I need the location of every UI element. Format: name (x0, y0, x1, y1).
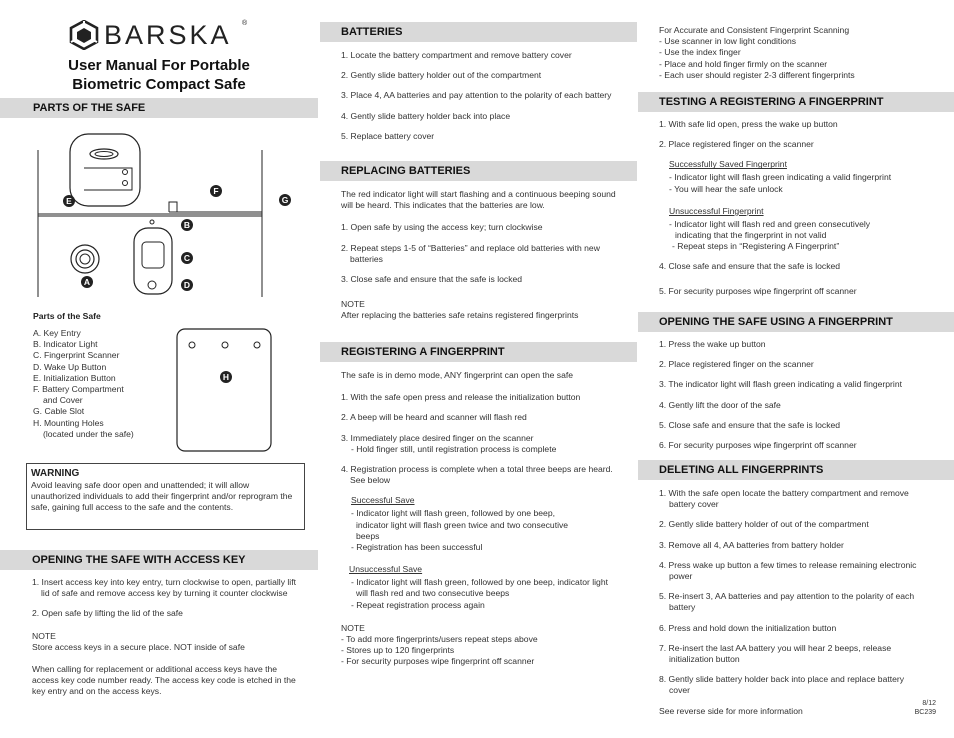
safe-bottom-icon (176, 328, 272, 452)
deleting-step: 7. Re-insert the last AA battery you will hear 2 beeps, release initialization button (659, 642, 892, 665)
testing-fail-item: indicating that the fingerprint in not valid (675, 230, 827, 241)
opening-fp-step: 2. Place registered finger on the scanner (659, 359, 814, 370)
title-line-2: Biometric Compact Safe (72, 76, 246, 93)
safe-drawing-icon (36, 132, 298, 302)
deleting-step: 3. Remove all 4, AA batteries from battery holder (659, 539, 844, 550)
replacing-intro: The red indicator light will start flashing and a continuous beeping sound will be heard. This indicates that the batteries are low. (341, 189, 616, 211)
parts-item: D. Wake Up Button (33, 361, 107, 372)
label-d: D (181, 279, 193, 291)
bottom-view-diagram (176, 328, 272, 452)
deleting-step: 1. With the safe open locate the battery compartment and remove battery cover (659, 488, 909, 510)
label-b: B (181, 219, 193, 231)
warning-text: Avoid leaving safe door open and unattended; it will allow unauthorized individuals to add their fingerprint and/or reprogram the safe, gaining full access to the safe and the contents. (31, 480, 293, 513)
parts-item: H. Mounting Holes (33, 417, 104, 428)
batteries-steps (341, 50, 631, 142)
safe-diagram (36, 132, 298, 302)
label-g: G (279, 194, 291, 206)
testing-heading: TESTING A REGISTERING A FINGERPRINT (638, 92, 954, 112)
doc-date: 8/12 (922, 700, 936, 707)
parts-item: A. Key Entry (33, 328, 81, 338)
testing-step: 2. Place registered finger on the scanner (659, 139, 814, 150)
testing-step: 5. For security purposes wipe fingerprint off scanner (659, 285, 857, 296)
registering-fail-item: - Indicator light will flash green, followed by one beep, indicator light will flash red and two consecutive beeps (351, 577, 609, 599)
warning-title: WARNING (31, 468, 80, 479)
registering-success-item: - Registration has been successful (351, 542, 483, 553)
label-a: A (81, 276, 93, 288)
parts-item: G. Cable Slot (33, 406, 85, 417)
testing-body (659, 119, 951, 297)
deleting-body (659, 488, 934, 697)
testing-success-title: Successfully Saved Fingerprint (669, 159, 787, 170)
parts-list (33, 328, 173, 440)
replacing-note-label: NOTE (341, 299, 365, 310)
doc-number: BC239 (914, 709, 936, 716)
testing-step: 1. With safe lid open, press the wake up button (659, 119, 838, 129)
opening-fp-step: 3. The indicator light will flash green indicating a valid fingerprint (659, 379, 902, 390)
deleting-step: 2. Gently slide battery holder of out of the compartment (659, 519, 869, 530)
opening-fp-step: 1. Press the wake up button (659, 339, 766, 349)
registering-step: 1. With the safe open press and release the initialization button (341, 392, 581, 403)
trademark: ® (242, 20, 248, 27)
title-line-1: User Manual For Portable (68, 57, 250, 74)
registering-step: 4. Registration process is complete when a total three beeps are heard. See below (341, 464, 613, 486)
registering-intro: The safe is in demo mode, ANY fingerprint can open the safe (341, 370, 574, 380)
parts-item: (located under the safe) (43, 428, 134, 439)
parts-item: and Cover (43, 395, 83, 406)
parts-item: E. Initialization Button (33, 372, 116, 383)
batteries-heading: BATTERIES (320, 22, 637, 42)
registering-note-label: NOTE (341, 622, 365, 633)
brand-logo (68, 20, 248, 50)
registering-success-item: - Indicator light will flash green, followed by one beep, indicator light will flash green twice and two consecutive beeps (351, 508, 569, 541)
replacing-heading: REPLACING BATTERIES (320, 161, 637, 181)
tips-item: - Each user should register 2-3 different fingerprints (659, 69, 855, 80)
testing-fail-title: Unsuccessful Fingerprint (669, 205, 764, 216)
parts-item: C. Fingerprint Scanner (33, 350, 120, 361)
registering-step: - Hold finger still, until registration process is complete (351, 443, 557, 454)
batteries-step: 3. Place 4, AA batteries and pay attention to the polarity of each battery (341, 90, 612, 101)
replacing-note: After replacing the batteries safe retains registered fingerprints (341, 310, 579, 321)
batteries-step: 1. Locate the battery compartment and remove battery cover (341, 50, 572, 60)
testing-success-item: - You will hear the safe unlock (669, 183, 783, 194)
deleting-step: 5. Re-insert 3, AA batteries and pay attention to the polarity of each battery (659, 591, 915, 613)
registering-fail-item: - Repeat registration process again (351, 599, 485, 610)
opening-fp-step: 5. Close safe and ensure that the safe is locked (659, 419, 841, 430)
opening-fp-step: 6. For security purposes wipe fingerprint off scanner (659, 440, 857, 451)
page-title (0, 56, 318, 94)
parts-item: B. Indicator Light (33, 339, 98, 350)
access-step: 1. Insert access key into key entry, turn clockwise to open, partially lift lid of safe and remove access key by turning it counter clockwise (32, 577, 296, 599)
brand-name: BARSKA (104, 20, 232, 50)
registering-step: 3. Immediately place desired finger on the scanner (341, 432, 534, 443)
registering-heading: REGISTERING A FINGERPRINT (320, 342, 637, 362)
doc-code (906, 699, 936, 717)
label-f: F (210, 185, 222, 197)
tips-item: - Use scanner in low light conditions (659, 36, 797, 47)
parts-item: F. Battery Compartment (33, 384, 124, 395)
testing-fail-item: - Indicator light will flash red and green consecutively (669, 218, 871, 229)
batteries-step: 5. Replace battery cover (341, 130, 435, 141)
registering-step: 2. A beep will be heard and scanner will flash red (341, 412, 527, 423)
access-calling: When calling for replacement or additional access keys have the access key code number ready. The access key code is etched in the key entry and on the access keys. (32, 664, 296, 697)
deleting-heading: DELETING ALL FINGERPRINTS (638, 460, 954, 480)
deleting-step: 8. Gently slide battery holder back into place and replace battery cover (659, 674, 905, 696)
access-key-heading: OPENING THE SAFE WITH ACCESS KEY (0, 550, 318, 570)
access-key-body (32, 577, 298, 698)
testing-step: 4. Close safe and ensure that the safe is locked (659, 261, 841, 272)
batteries-step: 2. Gently slide battery holder out of the compartment (341, 70, 542, 81)
reverse-note: See reverse side for more information (659, 706, 803, 716)
replacing-step: 3. Close safe and ensure that the safe is locked (341, 274, 523, 285)
access-step: 2. Open safe by lifting the lid of the safe (32, 608, 183, 619)
tips-title: For Accurate and Consistent Fingerprint Scanning (659, 25, 850, 35)
parts-heading: PARTS OF THE SAFE (0, 98, 318, 118)
tips-item: - Use the index finger (659, 47, 741, 58)
replacing-body (341, 189, 621, 322)
deleting-step: 4. Press wake up button a few times to release remaining electronic power (659, 559, 917, 582)
opening-fp-heading: OPENING THE SAFE USING A FINGERPRINT (638, 312, 954, 332)
testing-fail-item: - Repeat steps in “Registering A Fingerprint” (672, 241, 840, 252)
replacing-step: 1. Open safe by using the access key; turn clockwise (341, 222, 543, 233)
registering-note: - For security purposes wipe fingerprint off scanner (341, 656, 535, 667)
deleting-step: 6. Press and hold down the initialization button (659, 622, 837, 633)
opening-fp-body (659, 339, 951, 451)
registering-success-title: Successful Save (351, 495, 415, 506)
tips-block (659, 25, 949, 81)
tips-item: - Place and hold finger firmly on the scanner (659, 58, 828, 69)
batteries-step: 4. Gently slide battery holder back into place (341, 110, 511, 121)
parts-list-title: Parts of the Safe (33, 311, 101, 321)
registering-note: - Stores up to 120 fingerprints (341, 645, 455, 656)
warning-box (26, 463, 305, 530)
registering-fail-title: Unsuccessful Save (349, 564, 423, 575)
label-h: H (220, 371, 232, 383)
barska-logo-icon (68, 20, 100, 50)
registering-note: - To add more fingerprints/users repeat steps above (341, 634, 538, 645)
label-c: C (181, 252, 193, 264)
testing-success-item: - Indicator light will flash green indicating a valid fingerprint (669, 172, 892, 183)
registering-body (341, 370, 633, 668)
replacing-step: 2. Repeat steps 1-5 of “Batteries” and replace old batteries with new batteries (341, 242, 600, 264)
opening-fp-step: 4. Gently lift the door of the safe (659, 399, 781, 410)
label-e: E (63, 195, 75, 207)
access-note: Store access keys in a secure place. NOT inside of safe (32, 641, 245, 652)
access-note-label: NOTE (32, 630, 56, 641)
